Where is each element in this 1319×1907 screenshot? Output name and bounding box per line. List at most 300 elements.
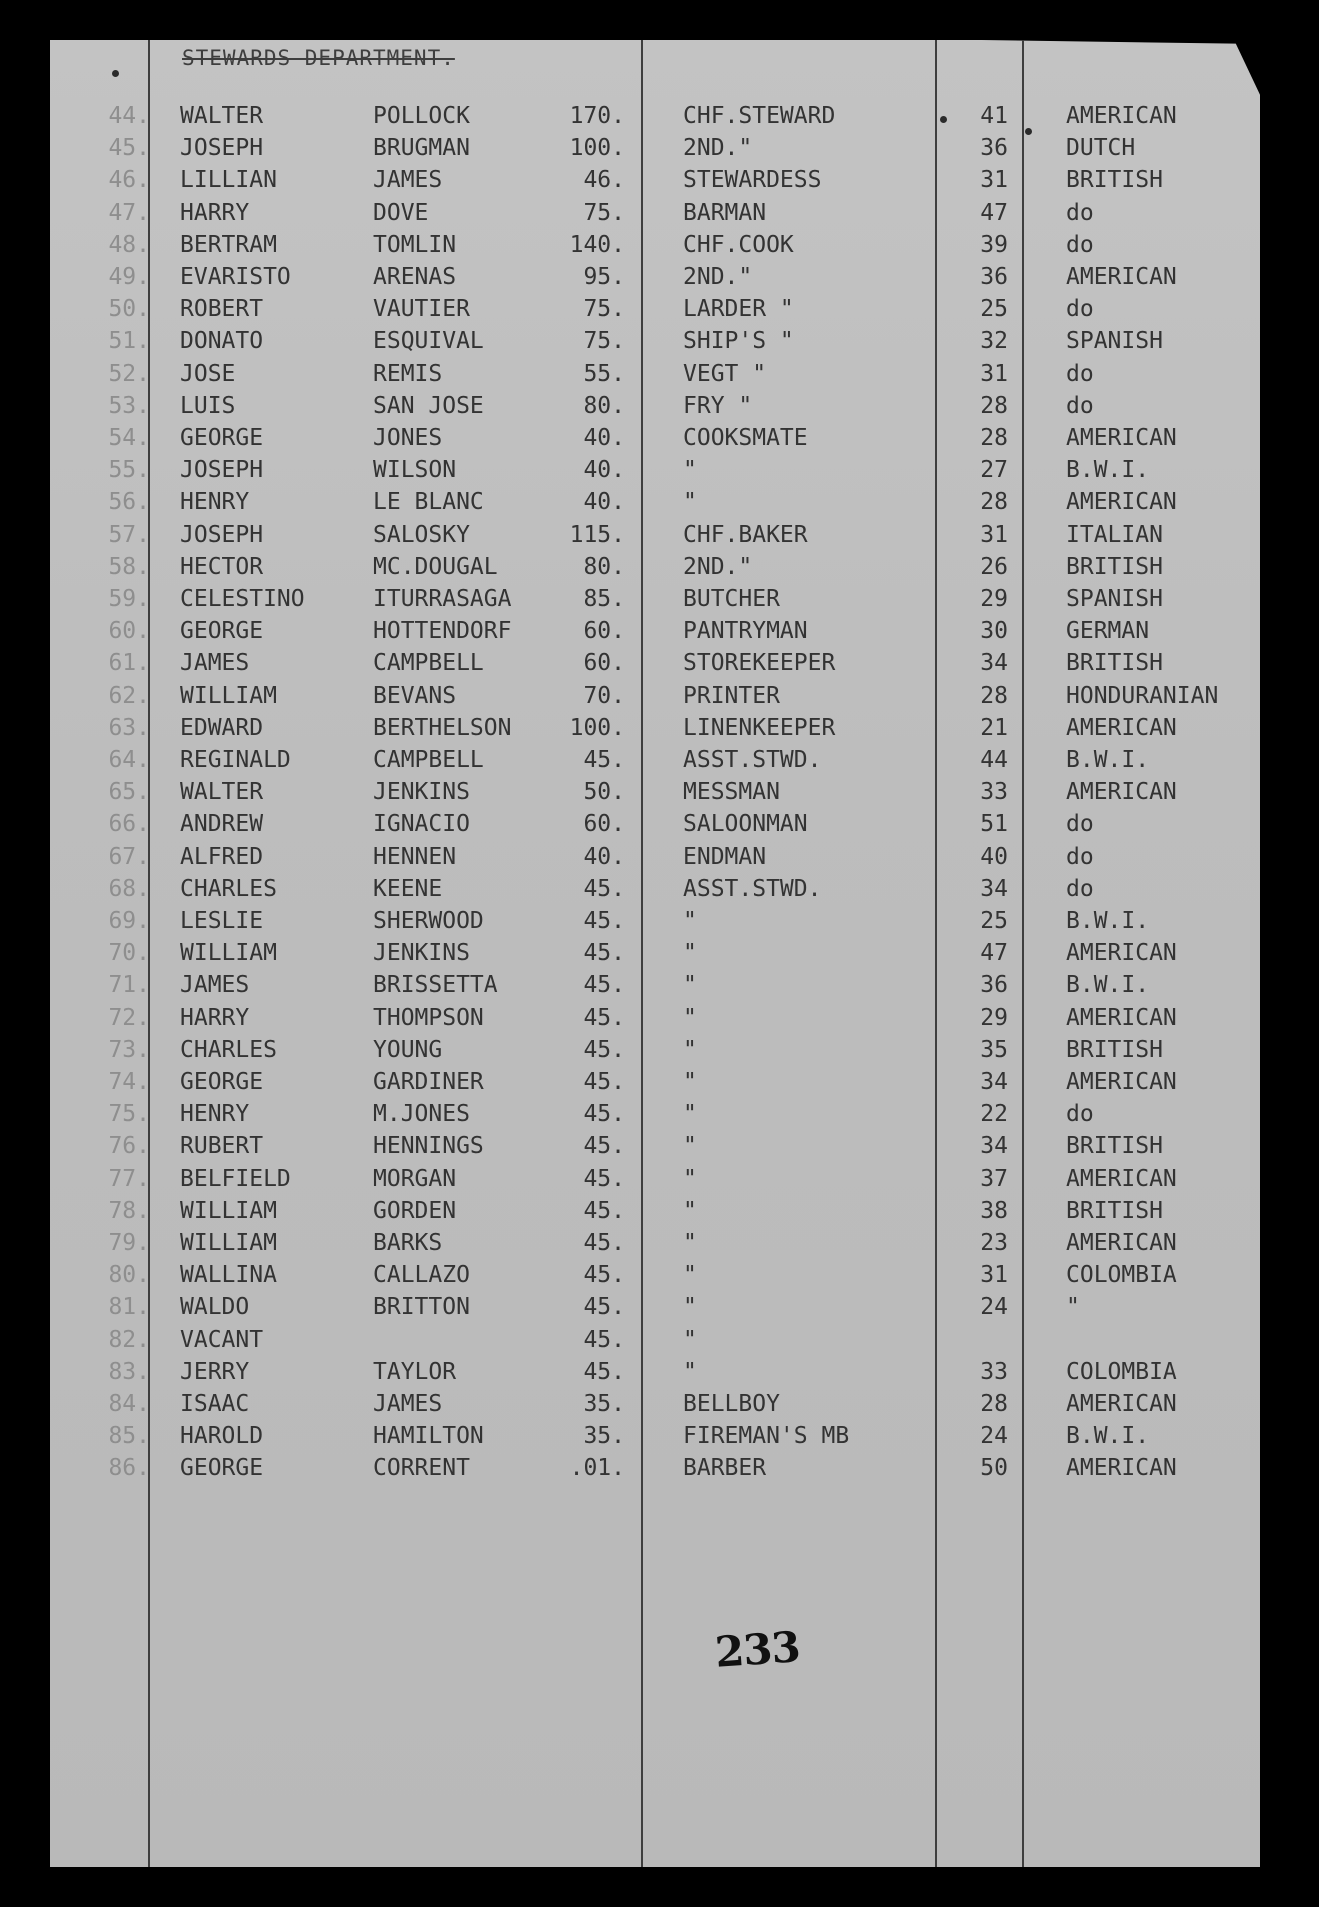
nationality: do [1066, 1101, 1094, 1128]
age: 24 [980, 1423, 1008, 1450]
wage: 75. [583, 296, 625, 323]
first-name: BELFIELD [180, 1165, 291, 1192]
wage: 40. [583, 489, 625, 516]
rating: " [683, 1197, 697, 1224]
first-name: JERRY [180, 1358, 250, 1385]
age: 29 [980, 586, 1008, 612]
crew-row [0, 683, 1319, 715]
row-number: 83. [108, 1358, 150, 1385]
nationality: AMERICAN [1066, 1004, 1177, 1031]
rating: SALOONMAN [683, 811, 808, 838]
age: 37 [980, 1165, 1008, 1192]
wage: 45. [583, 1133, 625, 1160]
wage: 45. [583, 1004, 625, 1031]
row-number: 85. [108, 1423, 150, 1450]
row-number: 59. [108, 586, 150, 612]
rating: LINENKEEPER [683, 714, 836, 741]
age: 33 [980, 779, 1008, 806]
row-number: 49. [108, 264, 150, 290]
age: 41 [980, 103, 1008, 129]
wage: 40. [583, 843, 625, 870]
nationality: AMERICAN [1066, 714, 1177, 741]
last-name: VAUTIER [373, 296, 470, 323]
nationality: BRITISH [1066, 650, 1163, 677]
wage: 35. [583, 1391, 625, 1417]
page-number: 233 [713, 1622, 802, 1677]
first-name: GEORGE [180, 1455, 264, 1482]
age: 50 [980, 1455, 1008, 1482]
wage: 80. [583, 553, 625, 580]
row-number: 60. [108, 618, 150, 645]
crew-row [0, 425, 1319, 457]
age: 34 [980, 1133, 1008, 1160]
wage: 55. [583, 360, 625, 387]
nationality: HONDURANIAN [1066, 682, 1219, 709]
nationality: AMERICAN [1066, 779, 1177, 806]
first-name: BERTRAM [180, 231, 277, 258]
row-number: 47. [108, 199, 150, 226]
row-number: 51. [108, 328, 150, 355]
rating: " [683, 489, 697, 516]
first-name: GEORGE [180, 618, 264, 645]
crew-row [0, 1391, 1319, 1423]
nationality: B.W.I. [1066, 457, 1150, 484]
rating: ENDMAN [683, 843, 767, 870]
last-name: MC.DOUGAL [373, 553, 498, 580]
age: 31 [980, 1262, 1008, 1289]
row-number: 86. [108, 1455, 150, 1482]
age: 21 [980, 714, 1008, 741]
age: 51 [980, 811, 1008, 838]
wage: 85. [583, 586, 625, 612]
last-name: YOUNG [373, 1036, 443, 1063]
rating: " [683, 1004, 697, 1031]
age: 28 [980, 392, 1008, 419]
first-name: JOSEPH [180, 135, 264, 162]
row-number: 57. [108, 521, 150, 548]
age: 44 [980, 747, 1008, 773]
age: 25 [980, 908, 1008, 934]
row-number: 63. [108, 714, 150, 741]
wage: 60. [583, 811, 625, 838]
nationality: COLOMBIA [1066, 1262, 1177, 1289]
nationality: BRITISH [1066, 1133, 1163, 1160]
wage: 45. [583, 1165, 625, 1192]
nationality: do [1066, 199, 1094, 226]
nationality: AMERICAN [1066, 425, 1177, 451]
age: 27 [980, 457, 1008, 484]
nationality: do [1066, 843, 1094, 870]
crew-row [0, 1133, 1319, 1165]
crew-row [0, 522, 1319, 554]
rating: " [683, 457, 697, 484]
crew-row [0, 200, 1319, 232]
crew-row [0, 1037, 1319, 1069]
first-name: CELESTINO [180, 586, 305, 612]
row-number: 69. [108, 908, 150, 934]
nationality: ITALIAN [1066, 521, 1163, 548]
nationality: AMERICAN [1066, 489, 1177, 516]
last-name: DOVE [373, 199, 429, 226]
rating: LARDER " [683, 296, 794, 323]
last-name: BEVANS [373, 682, 457, 709]
rating: " [683, 1230, 697, 1256]
crew-row [0, 908, 1319, 940]
crew-row [0, 1294, 1319, 1326]
nationality: B.W.I. [1066, 1423, 1150, 1450]
row-number: 45. [108, 135, 150, 162]
age: 30 [980, 618, 1008, 645]
first-name: JOSEPH [180, 457, 264, 484]
rating: MESSMAN [683, 779, 780, 806]
wage: 70. [583, 682, 625, 709]
age: 28 [980, 1391, 1008, 1417]
last-name: CALLAZO [373, 1262, 470, 1289]
crew-row [0, 103, 1319, 135]
wage: 60. [583, 618, 625, 645]
row-number: 81. [108, 1294, 150, 1321]
rating: FRY " [683, 392, 753, 419]
wage: 45. [583, 1294, 625, 1321]
wage: 45. [583, 1101, 625, 1128]
wage: 115. [569, 521, 625, 548]
row-number: 72. [108, 1004, 150, 1031]
row-number: 79. [108, 1230, 150, 1256]
row-number: 54. [108, 425, 150, 451]
nationality: SPANISH [1066, 328, 1163, 355]
wage: 45. [583, 1197, 625, 1224]
wage: 46. [583, 167, 625, 194]
rating: " [683, 1165, 697, 1192]
last-name: HOTTENDORF [373, 618, 512, 645]
first-name: HENRY [180, 489, 250, 516]
nationality: do [1066, 360, 1094, 387]
first-name: CHARLES [180, 875, 277, 902]
row-number: 84. [108, 1391, 150, 1417]
crew-row [0, 1230, 1319, 1262]
rating: STOREKEEPER [683, 650, 836, 677]
nationality: AMERICAN [1066, 940, 1177, 967]
last-name: GORDEN [373, 1197, 457, 1224]
last-name: JAMES [373, 167, 443, 194]
last-name: ARENAS [373, 264, 457, 290]
rating: " [683, 1069, 697, 1095]
last-name: SALOSKY [373, 521, 470, 548]
first-name: WALLINA [180, 1262, 277, 1289]
row-number: 66. [108, 811, 150, 838]
last-name: REMIS [373, 360, 443, 387]
row-number: 50. [108, 296, 150, 323]
rating: CHF.STEWARD [683, 103, 836, 129]
first-name: WALTER [180, 779, 264, 806]
wage: 35. [583, 1423, 625, 1450]
nationality: DUTCH [1066, 135, 1136, 162]
wage: 95. [583, 264, 625, 290]
row-number: 74. [108, 1069, 150, 1095]
nationality: BRITISH [1066, 553, 1163, 580]
first-name: HECTOR [180, 553, 264, 580]
last-name: JENKINS [373, 940, 470, 967]
crew-row [0, 1455, 1319, 1487]
nationality: B.W.I. [1066, 747, 1150, 773]
last-name: HENNEN [373, 843, 457, 870]
last-name: BERTHELSON [373, 714, 512, 741]
nationality: BRITISH [1066, 167, 1163, 194]
last-name: SAN JOSE [373, 392, 484, 419]
row-number: 75. [108, 1101, 150, 1128]
row-number: 67. [108, 843, 150, 870]
age: 24 [980, 1294, 1008, 1321]
rating: " [683, 1294, 697, 1321]
age: 34 [980, 1069, 1008, 1095]
wage: 80. [583, 392, 625, 419]
crew-row [0, 1327, 1319, 1359]
age: 32 [980, 328, 1008, 355]
last-name: TOMLIN [373, 231, 457, 258]
row-number: 53. [108, 392, 150, 419]
wage: 45. [583, 972, 625, 999]
rating: BUTCHER [683, 586, 780, 612]
row-number: 78. [108, 1197, 150, 1224]
nationality: do [1066, 392, 1094, 419]
last-name: TAYLOR [373, 1358, 457, 1385]
crew-row [0, 940, 1319, 972]
wage: 50. [583, 779, 625, 806]
rating: 2ND." [683, 264, 753, 290]
crew-row [0, 876, 1319, 908]
nationality: AMERICAN [1066, 103, 1177, 129]
first-name: GEORGE [180, 425, 264, 451]
crew-row [0, 1069, 1319, 1101]
crew-row [0, 361, 1319, 393]
last-name: KEENE [373, 875, 443, 902]
last-name: JENKINS [373, 779, 470, 806]
age: 22 [980, 1101, 1008, 1128]
row-number: 48. [108, 231, 150, 258]
first-name: GEORGE [180, 1069, 264, 1095]
first-name: WILLIAM [180, 1230, 277, 1256]
nationality: B.W.I. [1066, 972, 1150, 999]
last-name: LE BLANC [373, 489, 484, 516]
crew-row [0, 1101, 1319, 1133]
crew-row [0, 167, 1319, 199]
wage: 75. [583, 199, 625, 226]
row-number: 77. [108, 1165, 150, 1192]
age: 36 [980, 972, 1008, 999]
department-heading: STEWARDS DEPARTMENT. [182, 46, 455, 70]
crew-row [0, 1423, 1319, 1455]
rating: BARBER [683, 1455, 767, 1482]
first-name: EDWARD [180, 714, 264, 741]
nationality: BRITISH [1066, 1036, 1163, 1063]
rating: FIREMAN'S MB [683, 1423, 850, 1450]
rating: 2ND." [683, 553, 753, 580]
ink-dot [112, 70, 119, 77]
wage: 45. [583, 1036, 625, 1063]
last-name: HENNINGS [373, 1133, 484, 1160]
nationality: B.W.I. [1066, 908, 1150, 934]
wage: 45. [583, 1230, 625, 1256]
first-name: LESLIE [180, 908, 264, 934]
nationality: do [1066, 296, 1094, 323]
age: 38 [980, 1197, 1008, 1224]
row-number: 68. [108, 875, 150, 902]
rating: COOKSMATE [683, 425, 808, 451]
rating: " [683, 1262, 697, 1289]
first-name: LUIS [180, 392, 236, 419]
age: 29 [980, 1004, 1008, 1031]
rating: STEWARDESS [683, 167, 822, 194]
wage: 45. [583, 1262, 625, 1289]
crew-row [0, 586, 1319, 618]
last-name: BRITTON [373, 1294, 470, 1321]
age: 28 [980, 682, 1008, 709]
rating: " [683, 1101, 697, 1128]
first-name: REGINALD [180, 747, 291, 773]
nationality: SPANISH [1066, 586, 1163, 612]
age: 26 [980, 553, 1008, 580]
age: 36 [980, 264, 1008, 290]
first-name: DONATO [180, 328, 264, 355]
last-name: WILSON [373, 457, 457, 484]
first-name: ISAAC [180, 1391, 250, 1417]
row-number: 76. [108, 1133, 150, 1160]
row-number: 82. [108, 1326, 150, 1353]
wage: 40. [583, 425, 625, 451]
rating: PANTRYMAN [683, 618, 808, 645]
age: 34 [980, 650, 1008, 677]
crew-row [0, 296, 1319, 328]
age: 28 [980, 425, 1008, 451]
row-number: 46. [108, 167, 150, 194]
age: 33 [980, 1358, 1008, 1385]
rating: ASST.STWD. [683, 875, 822, 902]
wage: 45. [583, 1358, 625, 1385]
first-name: HARRY [180, 1004, 250, 1031]
row-number: 56. [108, 489, 150, 516]
row-number: 64. [108, 747, 150, 773]
wage: 45. [583, 875, 625, 902]
first-name: ROBERT [180, 296, 264, 323]
rating: " [683, 1036, 697, 1063]
rating: VEGT " [683, 360, 767, 387]
row-number: 44. [108, 103, 150, 129]
last-name: GARDINER [373, 1069, 484, 1095]
last-name: BARKS [373, 1230, 443, 1256]
first-name: WALDO [180, 1294, 250, 1321]
row-number: 61. [108, 650, 150, 677]
first-name: WALTER [180, 103, 264, 129]
crew-row [0, 972, 1319, 1004]
first-name: JOSE [180, 360, 236, 387]
last-name: CORRENT [373, 1455, 470, 1482]
last-name: JONES [373, 425, 443, 451]
age: 25 [980, 296, 1008, 323]
first-name: ALFRED [180, 843, 264, 870]
row-number: 52. [108, 360, 150, 387]
rating: CHF.COOK [683, 231, 794, 258]
last-name: BRUGMAN [373, 135, 470, 162]
last-name: IGNACIO [373, 811, 470, 838]
last-name: ESQUIVAL [373, 328, 484, 355]
nationality: do [1066, 811, 1094, 838]
wage: 45. [583, 747, 625, 773]
nationality: GERMAN [1066, 618, 1150, 645]
wage: 75. [583, 328, 625, 355]
first-name: WILLIAM [180, 940, 277, 967]
age: 31 [980, 360, 1008, 387]
crew-row [0, 1359, 1319, 1391]
age: 47 [980, 199, 1008, 226]
crew-row [0, 393, 1319, 425]
wage: 45. [583, 908, 625, 934]
wage: 140. [569, 231, 625, 258]
crew-row [0, 650, 1319, 682]
age: 39 [980, 231, 1008, 258]
crew-row [0, 811, 1319, 843]
last-name: ITURRASAGA [373, 586, 512, 612]
nationality: AMERICAN [1066, 1391, 1177, 1417]
age: 47 [980, 940, 1008, 967]
age: 34 [980, 875, 1008, 902]
first-name: JOSEPH [180, 521, 264, 548]
crew-row [0, 554, 1319, 586]
age: 23 [980, 1230, 1008, 1256]
rating: 2ND." [683, 135, 753, 162]
nationality: AMERICAN [1066, 1069, 1177, 1095]
crew-row [0, 264, 1319, 296]
wage: 60. [583, 650, 625, 677]
first-name: EVARISTO [180, 264, 291, 290]
crew-row [0, 844, 1319, 876]
age: 36 [980, 135, 1008, 162]
wage: 40. [583, 457, 625, 484]
last-name: HAMILTON [373, 1423, 484, 1450]
age: 31 [980, 167, 1008, 194]
first-name: HARRY [180, 199, 250, 226]
nationality: do [1066, 231, 1094, 258]
first-name: RUBERT [180, 1133, 264, 1160]
first-name: JAMES [180, 972, 250, 999]
first-name: WILLIAM [180, 1197, 277, 1224]
last-name: BRISSETTA [373, 972, 498, 999]
row-number: 80. [108, 1262, 150, 1289]
row-number: 58. [108, 553, 150, 580]
wage: 100. [569, 135, 625, 162]
first-name: CHARLES [180, 1036, 277, 1063]
last-name: CAMPBELL [373, 747, 484, 773]
row-number: 62. [108, 682, 150, 709]
crew-row [0, 618, 1319, 650]
rating: ASST.STWD. [683, 747, 822, 773]
age: 40 [980, 843, 1008, 870]
rating: " [683, 908, 697, 934]
crew-row [0, 779, 1319, 811]
last-name: MORGAN [373, 1165, 457, 1192]
first-name: VACANT [180, 1326, 264, 1353]
first-name: WILLIAM [180, 682, 277, 709]
wage: 45. [583, 1069, 625, 1095]
rating: BELLBOY [683, 1391, 780, 1417]
crew-row [0, 328, 1319, 360]
last-name: M.JONES [373, 1101, 470, 1128]
first-name: HENRY [180, 1101, 250, 1128]
last-name: CAMPBELL [373, 650, 484, 677]
wage: .01. [569, 1455, 625, 1482]
crew-row [0, 1262, 1319, 1294]
nationality: AMERICAN [1066, 264, 1177, 290]
crew-row [0, 135, 1319, 167]
